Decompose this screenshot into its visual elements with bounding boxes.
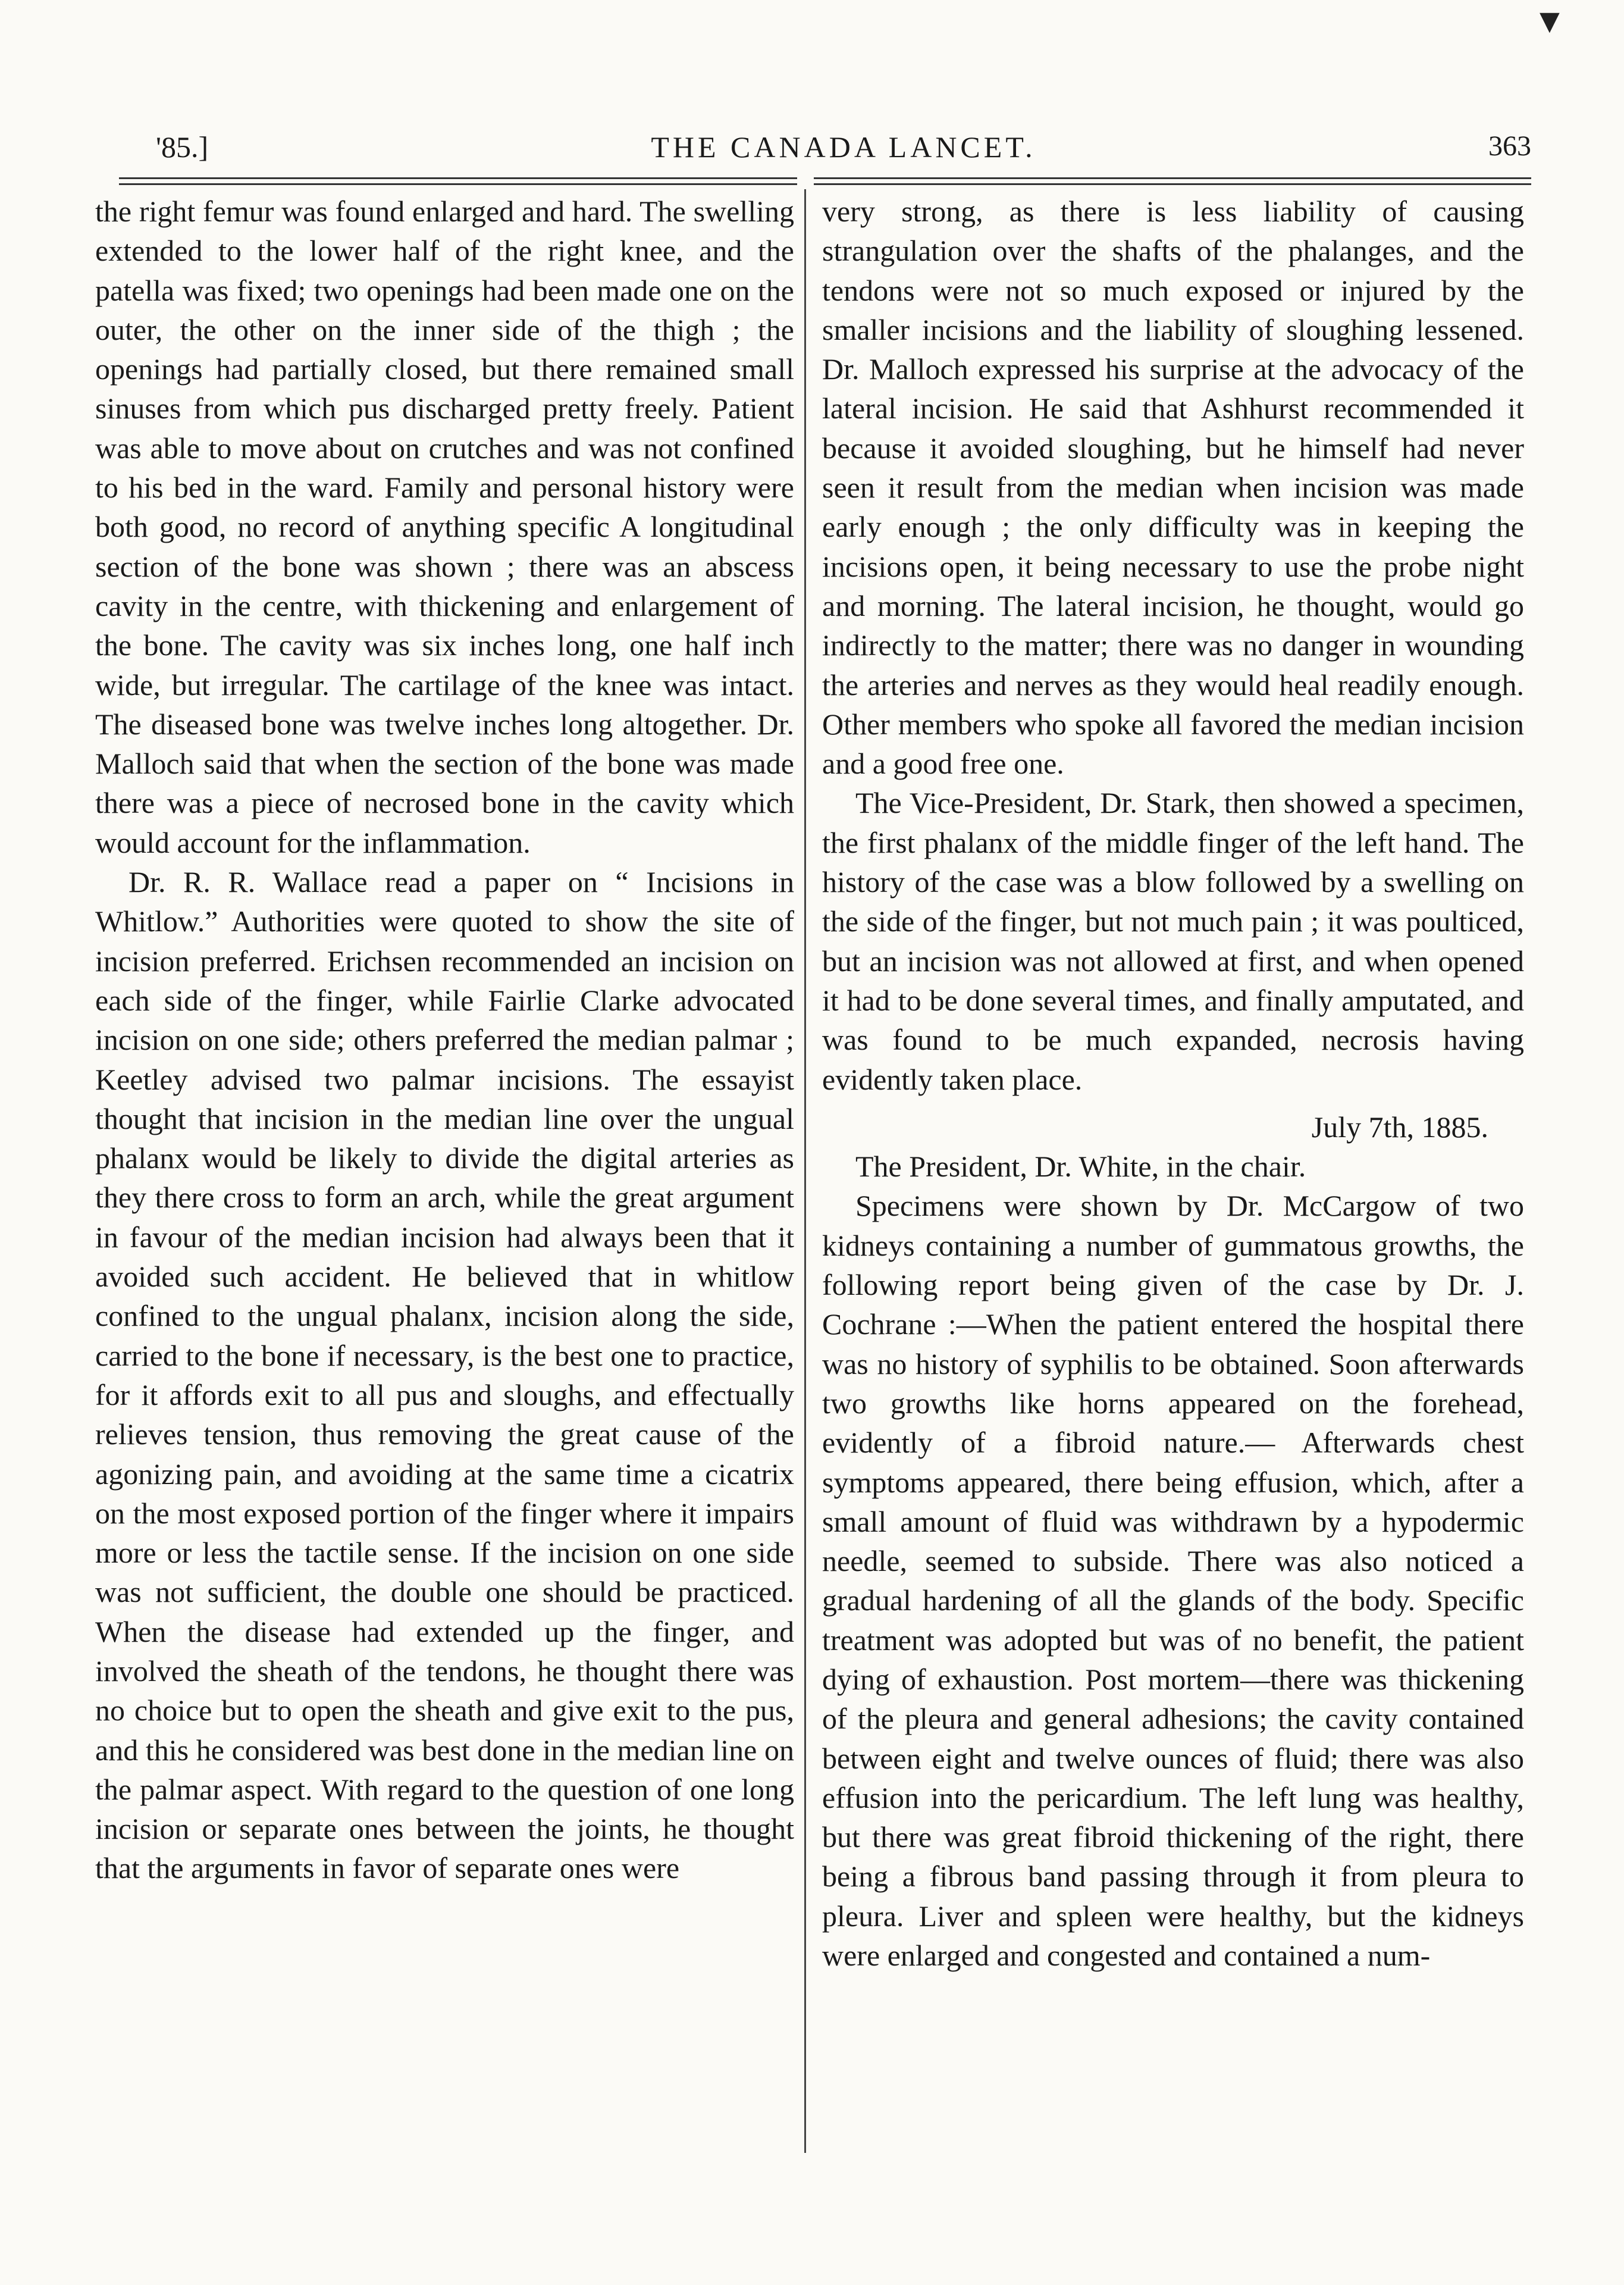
- page-header: [156, 130, 1531, 171]
- right-paragraph-4: Specimens were shown by Dr. McCargow of two kidneys containing a number of gummatous growths, the following report being given of the case by Dr. J. Cochrane :—When the patient entered the hospital there was no history of syphilis to be obtained. Soon afterwards two growths like horns appeared on the forehead, evidently of a fibroid nature.— Afterwards chest symptoms appeared, there being effusion, which, after a small amount of fluid was withdrawn by a hypodermic needle, seemed to subside. There was also noticed a gradual hardening of all the glands of the body. Specific treatment was adopted but was of no benefit, the patient dying of exhaustion. Post mortem—there was thickening of the pleura and general adhesions; the cavity contained between eight and twelve ounces of fluid; there was also effusion into the pericardium. The left lung was healthy, but there was great fibroid thickening of the right, there being a fibrous band passing through it from pleura to pleura. Liver and spleen were healthy, but the kidneys were enlarged and congested and contained a num-: [822, 1189, 1524, 1973]
- corner-mark: ▼: [1540, 6, 1560, 36]
- header-rule-left-2: [119, 183, 797, 185]
- journal-title: THE CANADA LANCET.: [651, 130, 1036, 164]
- left-column: [95, 192, 794, 1888]
- right-column: [822, 192, 1524, 1975]
- left-paragraph-1: the right femur was found enlarged and hard. The swelling extended to the lower half of the right knee, and the patella was fixed; two openings had been made one on the outer, the other on the inner side of the thigh ; the openings had partially closed, but there remained small sinuses from which pus discharged pretty freely. Patient was able to move about on crutches and was not confined to his bed in the ward. Family and personal history were both good, no record of anything specific A longitudinal section of the bone was shown ; there was an abscess cavity in the centre, with thickening and enlargement of the bone. The cavity was six inches long, one half inch wide, but irregular. The cartilage of the knee was intact. The diseased bone was twelve inches long altogether. Dr. Malloch said that when the section of the bone was made there was a piece of necrosed bone in the cavity which would account for the inflammation.: [95, 195, 794, 859]
- left-paragraph-2: Dr. R. R. Wallace read a paper on “ Incisions in Whitlow.” Authorities were quoted to show the site of incision preferred. Erichsen recommended an incision on each side of the finger, while Fairlie Clarke advocated incision on one side; others preferred the median palmar ; Keetley advised two palmar incisions. The essayist thought that incision in the median line over the ungual phalanx would be likely to divide the digital arteries as they there cross to form an arch, while the great argument in favour of the median incision had always been that it avoided such accident. He believed that in whitlow confined to the ungual phalanx, incision along the side, carried to the bone if necessary, is the best one to practice, for it affords exit to all pus and sloughs, and effectually relieves tension, thus removing the great cause of the agonizing pain, and avoiding at the same time a cicatrix on the most exposed portion of the finger where it impairs more or less the tactile sense. If the incision on one side was not sufficient, the double one should be practiced. When the disease had extended up the finger, and involved the sheath of the tendons, he thought there was no choice but to open the sheath and give exit to the pus, and this he considered was best done in the median line on the palmar aspect. With regard to the question of one long incision or separate ones between the joints, he thought that the arguments in favor of separate ones were: [95, 865, 794, 1885]
- header-rule-left-1: [119, 177, 797, 179]
- header-rule-right-2: [814, 183, 1531, 185]
- header-date: '85.]: [156, 130, 209, 164]
- right-paragraph-1: very strong, as there is less liability of causing strangulation over the shafts of the phalanges, and the tendons were not so much exposed or injured by the smaller incisions and the liability of sloughing lessened. Dr. Malloch expressed his surprise at the advocacy of the lateral incision. He said that Ashhurst recommended it because it avoided sloughing, but he himself had never seen it result from the median when incision was made early enough ; the only difficulty was in keeping the incisions open, it being necessary to use the probe night and morning. The lateral incision, he thought, would go indirectly to the matter; there was no danger in wounding the arteries and nerves as they would heal readily enough. Other members who spoke all favored the median incision and a good free one.: [822, 195, 1524, 781]
- right-paragraph-3: The President, Dr. White, in the chair.: [855, 1150, 1306, 1184]
- header-rule-right-1: [814, 177, 1531, 179]
- meeting-dateline: July 7th, 1885.: [1311, 1110, 1488, 1144]
- right-paragraph-2: The Vice-President, Dr. Stark, then showed a specimen, the first phalanx of the middle finger of the left hand. The history of the case was a blow followed by a swelling on the side of the finger, but not much pain ; it was poulticed, but an incision was not allowed at first, and when opened it had to be done several times, and finally amputated, and was found to be much expanded, necrosis having evidently taken place.: [822, 786, 1524, 1096]
- column-divider: [804, 189, 806, 2153]
- page-number: 363: [1488, 130, 1531, 162]
